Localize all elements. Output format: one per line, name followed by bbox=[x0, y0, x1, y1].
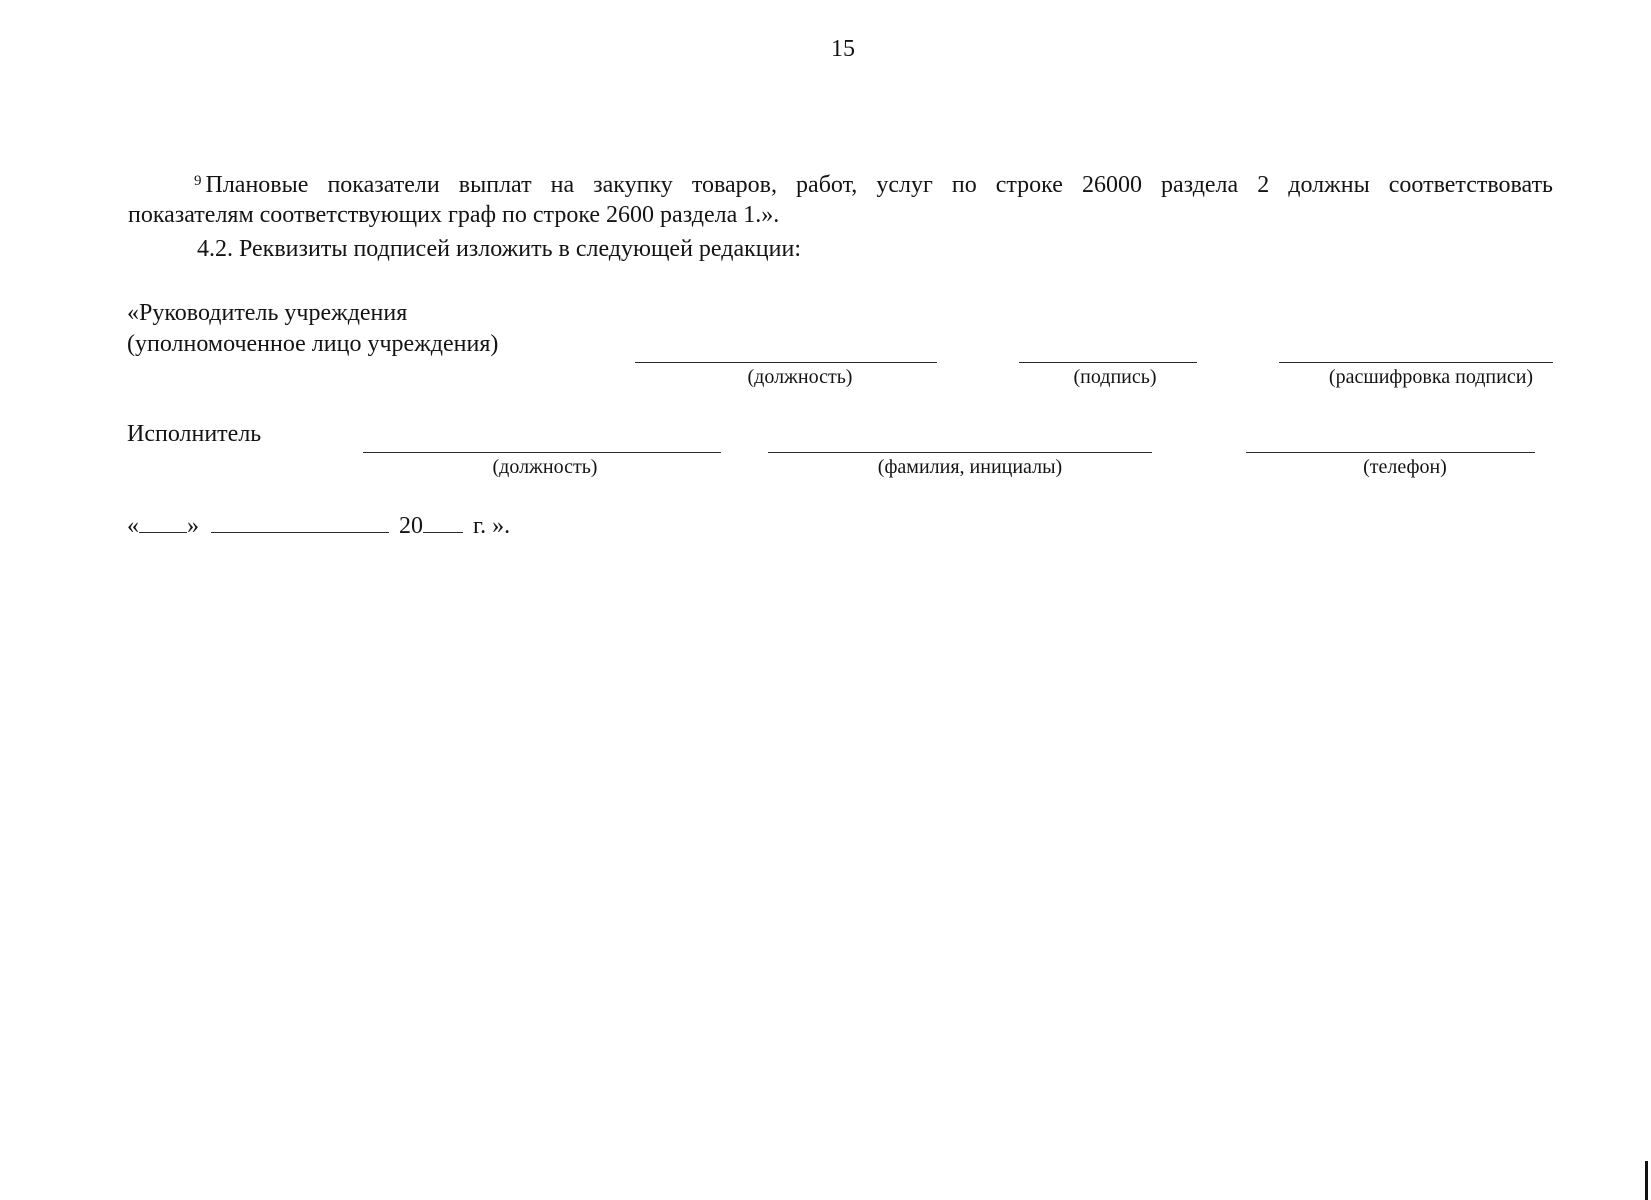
head-decoding-caption: (расшифровка подписи) bbox=[1328, 366, 1534, 388]
footnote-marker: 9 bbox=[194, 173, 202, 189]
footnote-line-2: показателям соответствующих граф по строке 2600 раздела 1.». bbox=[128, 202, 780, 228]
year-blank bbox=[423, 512, 463, 533]
scan-edge-mark bbox=[1645, 1161, 1648, 1200]
head-position-caption: (должность) bbox=[747, 366, 853, 388]
executor-position-line bbox=[363, 452, 721, 453]
month-blank bbox=[211, 512, 389, 533]
date-open-quote: « bbox=[127, 513, 139, 539]
instruction-text: 4.2. Реквизиты подписей изложить в следующей редакции: bbox=[197, 236, 801, 262]
head-title-line-2: (уполномоченное лицо учреждения) bbox=[127, 331, 499, 357]
head-decoding-line bbox=[1279, 362, 1553, 363]
year-prefix: 20 bbox=[399, 513, 423, 539]
executor-title: Исполнитель bbox=[127, 421, 262, 447]
head-signature-caption: (подпись) bbox=[1073, 366, 1157, 388]
footnote-line-1 bbox=[128, 170, 1553, 200]
day-blank bbox=[139, 512, 187, 533]
executor-name-line bbox=[768, 452, 1152, 453]
executor-phone-caption: (телефон) bbox=[1363, 456, 1447, 478]
date-suffix: г. ». bbox=[473, 513, 511, 539]
date-row bbox=[127, 512, 510, 540]
head-title-line-1: «Руководитель учреждения bbox=[127, 300, 408, 326]
executor-phone-line bbox=[1246, 452, 1535, 453]
head-position-line bbox=[635, 362, 937, 363]
footnote-line-1-text: Плановые показатели выплат на закупку товаров, работ, услуг по строке 26000 раздела 2 должны соответствовать bbox=[205, 172, 1553, 198]
date-close-quote: » bbox=[187, 513, 199, 539]
footnote-paragraph bbox=[128, 170, 1553, 230]
page-number: 15 bbox=[831, 36, 855, 62]
executor-name-caption: (фамилия, инициалы) bbox=[877, 456, 1063, 478]
executor-position-caption: (должность) bbox=[492, 456, 598, 478]
head-signature-line bbox=[1019, 362, 1197, 363]
